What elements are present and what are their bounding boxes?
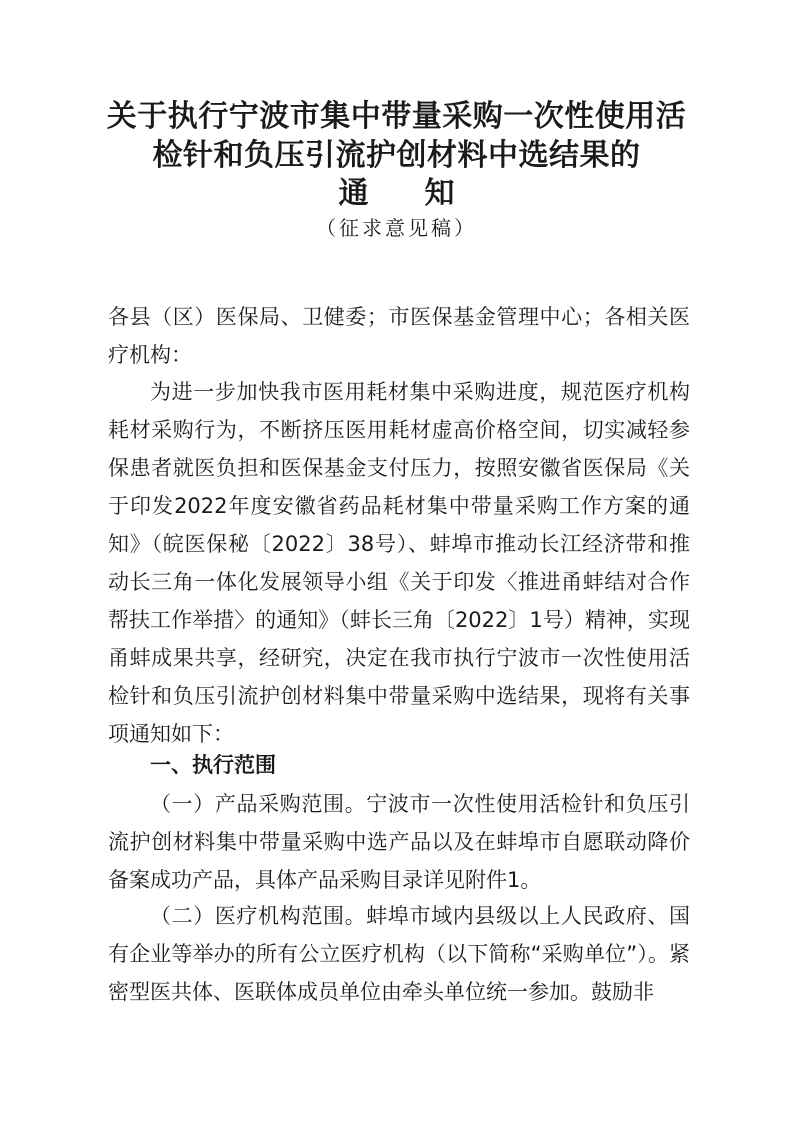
title-char-2: 知 (424, 176, 455, 211)
document-title-line-2: 检针和负压引流护创材料中选结果的 (152, 138, 641, 173)
document-title-line-3 (0, 175, 793, 213)
title-char-1: 通 (338, 176, 369, 211)
paragraph-product-scope: （一）产品采购范围。宁波市一次性使用活检针和负压引流护创材料集中带量采购中选产品以及在蚌埠市自愿联动降价备案成功产品，具体产品采购目录详见附件1。 (108, 792, 690, 892)
document-title-line-1: 关于执行宁波市集中带量采购一次性使用活 (106, 99, 687, 134)
paragraph-institution-scope: （二）医疗机构范围。蚌埠市域内县级以上人民政府、国有企业等举办的所有公立医疗机构（以下简称“采购单位”）。紧密型医共体、医联体成员单位由牵头单位统一参加。鼓励非 (108, 904, 690, 1004)
salutation: 各县（区）医保局、卫健委；市医保基金管理中心；各相关医疗机构： (108, 305, 690, 367)
paragraph-intro: 为进一步加快我市医用耗材集中采购进度，规范医疗机构耗材采购行为，不断挤压医用耗材虚高价格空间，切实减轻参保患者就医负担和医保基金支付压力，按照安徽省医保局《关于印发2022年度安徽省药品耗材集中带量采购工作方案的通知》（皖医保秘〔2022〕38号）、蚌埠市推动长江经济带和推动长三角一体化发展领导小组《关于印发〈推进甬蚌结对合作帮扶工作举措〉的通知》（蚌长三角〔2022〕1号）精神，实现甬蚌成果共享，经研究，决定在我市执行宁波市一次性使用活检针和负压引流护创材料集中带量采购中选结果，现将有关事项通知如下： (108, 380, 690, 746)
section-heading-scope: 一、执行范围 (150, 753, 276, 777)
document-subtitle: （征求意见稿） (316, 216, 477, 240)
